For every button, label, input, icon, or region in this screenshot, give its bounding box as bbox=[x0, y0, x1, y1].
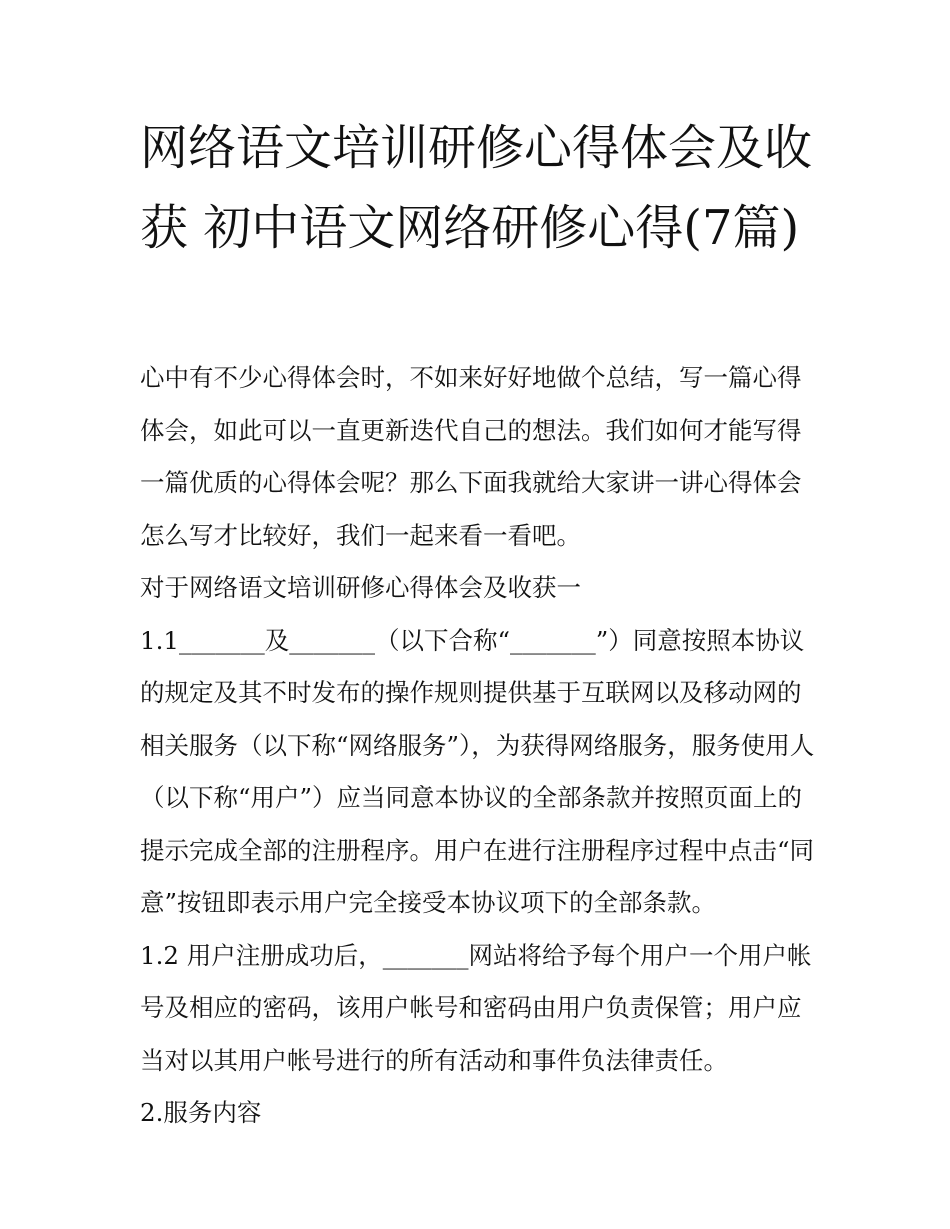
page-title: 网络语文培训研修心得体会及收获 初中语文网络研修心得(7篇) bbox=[140, 120, 813, 256]
clause-1-1-paragraph: 1.1_______及_______（以下合称“_______”）同意按照本协议的规定及其不时发布的操作规则提供基于互联网以及移动网的相关服务（以下称“网络服务”），为获得网络服务，服务使用人（以下称“用户”）应当同意本协议的全部条款并按照页面上的提示完成全部的注册程序。用户在进行注册程序过程中点击“同意”按钮即表示用户完全接受本协议项下的全部条款。 bbox=[140, 625, 815, 917]
service-content-heading: 2.服务内容 bbox=[140, 1098, 262, 1127]
section-heading: 对于网络语文培训研修心得体会及收获一 bbox=[140, 573, 581, 602]
document-body bbox=[140, 352, 820, 1140]
intro-paragraph: 心中有不少心得体会时，不如来好好地做个总结，写一篇心得体会，如此可以一直更新迭代自己的想法。我们如何才能写得一篇优质的心得体会呢？那么下面我就给大家讲一讲心得体会怎么写才比较好，我们一起来看一看吧。 bbox=[140, 363, 802, 550]
clause-1-2-paragraph: 1.2 用户注册成功后，_______网站将给予每个用户一个用户帐号及相应的密码，该用户帐号和密码由用户负责保管；用户应当对以其用户帐号进行的所有活动和事件负法律责任。 bbox=[140, 940, 812, 1075]
